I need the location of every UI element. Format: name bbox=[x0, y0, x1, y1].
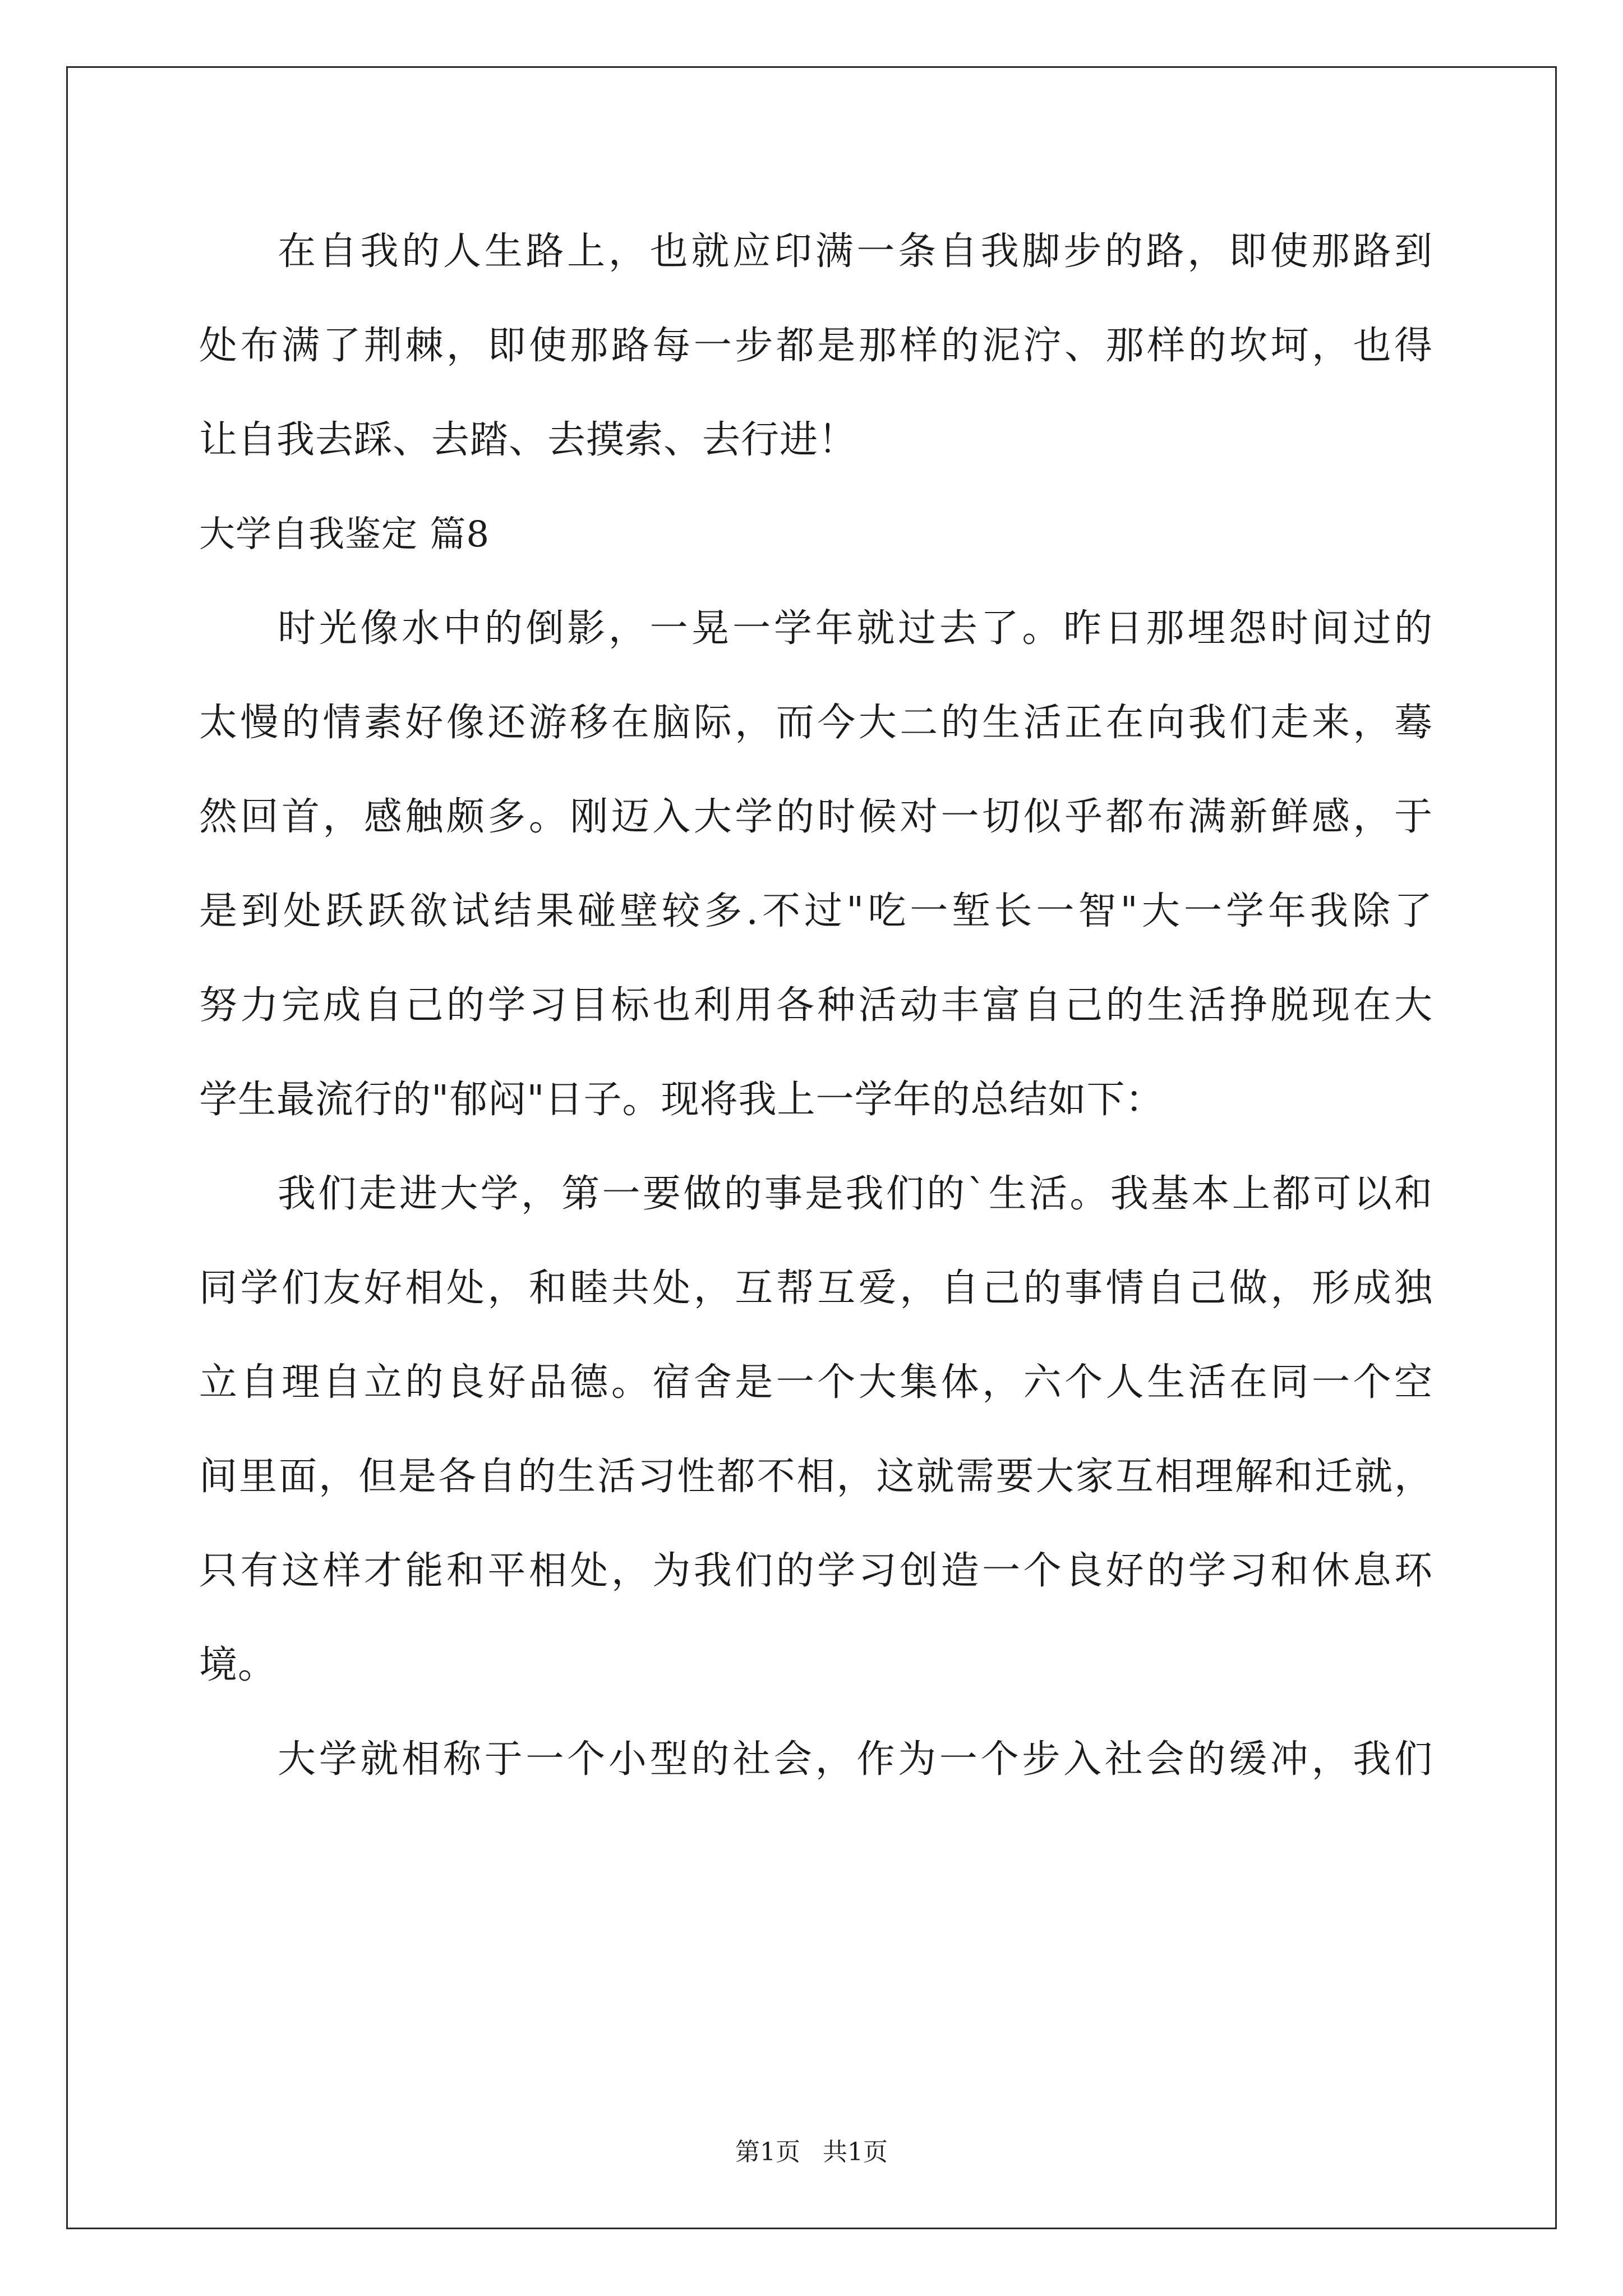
page-number-current: 第1页 bbox=[735, 2138, 800, 2166]
paragraph-line: 努力完成自己的学习目标也利用各种活动丰富自己的生活挣脱现在大 bbox=[199, 983, 1433, 1028]
paragraph-line: 间里面，但是各自的生活习性都不相，这就需要大家互相理解和迁就， bbox=[199, 1455, 1433, 1499]
paragraph-line: 我们走进大学，第一要做的事是我们的`生活。我基本上都可以和 bbox=[278, 1172, 1433, 1216]
page-footer bbox=[0, 2132, 1623, 2168]
document-body bbox=[199, 205, 1433, 1807]
paragraph-line: 立自理自立的良好品德。宿舍是一个大集体，六个人生活在同一个空 bbox=[199, 1360, 1433, 1405]
paragraph-line: 学生最流行的"郁闷"日子。现将我上一学年的总结如下： bbox=[199, 1078, 1164, 1122]
page-number-total: 共1页 bbox=[823, 2138, 888, 2166]
paragraph-line: 境。 bbox=[199, 1643, 277, 1687]
paragraph-line: 然回首，感触颇多。刚迈入大学的时候对一切似乎都布满新鲜感，于 bbox=[199, 795, 1433, 839]
paragraph-line: 处布满了荆棘，即使那路每一步都是那样的泥泞、那样的坎坷，也得 bbox=[199, 324, 1433, 368]
paragraph-line: 是到处跃跃欲试结果碰壁较多.不过"吃一堑长一智"大一学年我除了 bbox=[199, 889, 1433, 933]
paragraph-line: 太慢的情素好像还游移在脑际，而今大二的生活正在向我们走来，蓦 bbox=[199, 701, 1433, 745]
paragraph-line: 时光像水中的倒影，一晃一学年就过去了。昨日那埋怨时间过的 bbox=[278, 606, 1433, 651]
section-heading: 大学自我鉴定 篇8 bbox=[199, 514, 490, 555]
paragraph-line: 同学们友好相处，和睦共处，互帮互爱，自己的事情自己做，形成独 bbox=[199, 1266, 1433, 1310]
paragraph-line: 只有这样才能和平相处，为我们的学习创造一个良好的学习和休息环 bbox=[199, 1549, 1433, 1593]
paragraph-line: 在自我的人生路上，也就应印满一条自我脚步的路，即使那路到 bbox=[278, 229, 1433, 274]
paragraph-line: 大学就相称于一个小型的社会，作为一个步入社会的缓冲，我们 bbox=[278, 1737, 1433, 1782]
paragraph-line: 让自我去踩、去踏、去摸索、去行进！ bbox=[199, 418, 857, 462]
